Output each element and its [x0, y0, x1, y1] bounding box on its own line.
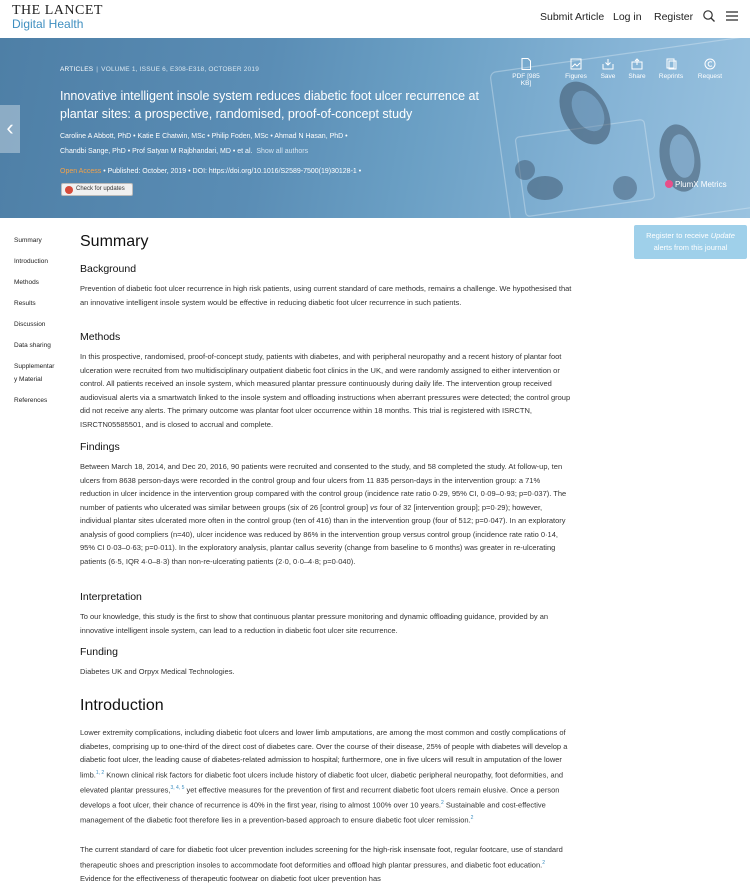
intro-p1-a: Lower extremity complications, including diabetic foot ulcers and lower limb amputations, are among the most common and costly complications of diabetes, comprising up to one-third of the direct cost of diabetes care. Over the course of their disease, 25% of people with diabetes will develop a diabetic foot ulcer, the leading cause of diabetes-related admission to hospital; furthermore, one in five ulcers will result in amputation of the lower limb.: [80, 728, 568, 779]
funding-text: Diabetes UK and Orpyx Medical Technologies.: [80, 667, 235, 676]
request-tool-label: Request: [697, 73, 723, 80]
intro-ref-2a[interactable]: 2: [441, 799, 444, 806]
article-title: Innovative intelligent insole system reduces diabetic foot ulcer recurrence at plantar sites: a prospective, randomised, proof-of-concept study: [60, 89, 479, 121]
intro-p1-d: Sustainable and cost-effective management of the diabetic foot therefore lies in a prevention-based approach to ensure diabetic foot ulcer remission.: [80, 800, 546, 824]
register-alerts-update: Update: [710, 231, 735, 240]
request-tool[interactable]: [692, 58, 728, 80]
submit-article-link[interactable]: Submit Article: [540, 11, 605, 23]
login-link[interactable]: Log in: [613, 11, 642, 23]
funding-heading: Funding: [80, 646, 118, 658]
save-icon: [602, 58, 614, 70]
register-link[interactable]: Register: [654, 11, 694, 23]
show-all-authors-link[interactable]: Show all authors: [256, 148, 309, 155]
sidenav-results[interactable]: Results: [14, 300, 36, 307]
journal-logo-line2[interactable]: Digital Health: [12, 17, 84, 31]
findings-text-a: Between March 18, 2014, and Dec 20, 2016, 90 patients were recruited and consented to the study, and 58 completed the study. At follow-up, ten ulcers from 8638 person-days were recorded in the control group and four ulcers from 11 835 person-days in the intervention group: a 71% reduction in ulcer incidence in the intervention group compared with the control group (incidence rate ratio 0·29, 95% CI, 0·09–0·93; p=0·037). The number of patients who ulcerated was similar between groups (six of 26 [control group]: [80, 462, 567, 512]
register-alerts-line2: alerts from this journal: [653, 243, 728, 252]
sidenav-supplementary-1[interactable]: Supplementar: [14, 363, 55, 370]
figures-icon: [570, 58, 582, 70]
findings-vs: vs: [370, 502, 378, 512]
sidenav-methods[interactable]: Methods: [14, 279, 39, 286]
article-breadcrumb: ARTICLES | VOLUME 1, ISSUE 6, E308-E318, OCTOBER 2019: [60, 66, 260, 73]
plumx-label: PlumX Metrics: [675, 180, 727, 189]
publication-meta: Open Access • Published: October, 2019 • DOI: https://doi.org/10.1016/S2589-7500(19)30128-1 •: [60, 168, 362, 175]
intro-p2-b: Evidence for the effectiveness of therapeutic footwear on diabetic foot ulcer prevention has: [80, 873, 381, 883]
sidenav-references[interactable]: References: [14, 397, 48, 404]
introduction-heading: Introduction: [80, 697, 164, 714]
doi-label: DOI:: [192, 168, 207, 175]
reprints-icon: [665, 58, 677, 70]
sidenav-discussion[interactable]: Discussion: [14, 321, 46, 328]
open-access-badge: Open Access: [60, 168, 102, 175]
intro-ref-2c[interactable]: 2: [542, 859, 546, 866]
plumx-metrics-link[interactable]: [665, 180, 727, 189]
findings-text: [80, 460, 572, 568]
intro-ref-1-2[interactable]: 1, 2: [95, 769, 105, 776]
background-text: Prevention of diabetic foot ulcer recurrence in high risk patients, using current standard of care methods, remains a challenge. We hypothesised that an innovative intelligent insole system would be effective in reducing diabetic foot ulcer recurrence in such patients.: [80, 284, 572, 307]
register-alerts-line1: [634, 230, 747, 242]
reprints-tool[interactable]: [653, 58, 689, 80]
register-alerts-text: Register to receive: [646, 231, 711, 240]
share-tool-label: Share: [628, 73, 646, 80]
intro-p1-c: yet effective measures for the prevention of first and recurrent diabetic foot ulcers remain elusive. Once a person develops a foot ulcer, their chance of recurrence is 40% in the first year, rising to almost 100% over 10 years.: [80, 785, 560, 809]
sidenav-introduction[interactable]: Introduction: [14, 258, 48, 265]
interpretation-heading: Interpretation: [80, 591, 142, 603]
volume-issue-label[interactable]: VOLUME 1, ISSUE 6, E308-E318, OCTOBER 2019: [101, 66, 260, 73]
figures-tool[interactable]: [558, 58, 594, 80]
intro-ref-3-5[interactable]: 3, 4, 5: [170, 784, 185, 791]
article-header-banner: [0, 38, 750, 218]
pdf-icon: [521, 58, 531, 70]
sidenav-data-sharing[interactable]: Data sharing: [14, 342, 51, 349]
section-navigation: [14, 236, 64, 417]
author-line-2-names[interactable]: Chandbi Sange, PhD • Prof Satyan M Rajbhandari, MD • et al.: [60, 148, 253, 155]
search-icon[interactable]: [702, 9, 716, 23]
check-for-updates-label: Check for updates: [76, 186, 125, 192]
top-navigation: [0, 0, 750, 38]
reprints-tool-label: Reprints: [658, 73, 684, 80]
crossmark-icon: [65, 186, 73, 194]
author-list: [60, 129, 400, 159]
findings-heading: Findings: [80, 441, 120, 453]
interpretation-text: To our knowledge, this study is the first to show that continuous plantar pressure monitoring and dynamic offloading guidance, provided by an innovative intelligent insole system, can lead to a reduction in diabetic foot ulcer site recurrence.: [80, 612, 549, 635]
section-label[interactable]: ARTICLES: [60, 66, 94, 73]
figures-tool-label: Figures: [565, 73, 587, 80]
author-line-2: [60, 144, 400, 159]
summary-heading: Summary: [80, 233, 149, 250]
pdf-tool[interactable]: [508, 58, 544, 87]
pdf-tool-label: PDF [985 KB]: [512, 73, 540, 87]
author-line-1[interactable]: Caroline A Abbott, PhD • Katie E Chatwin, MSc • Philip Foden, MSc • Ahmad N Hasan, PhD •: [60, 133, 348, 140]
sidenav-summary[interactable]: Summary: [14, 237, 42, 244]
share-tool[interactable]: [619, 58, 655, 80]
article-tools: [508, 58, 728, 88]
menu-icon[interactable]: [725, 9, 739, 23]
published-date: Published: October, 2019: [107, 168, 187, 175]
sidenav-supplementary-2[interactable]: y Material: [14, 376, 43, 383]
introduction-paragraph-2: [80, 843, 572, 883]
methods-heading: Methods: [80, 331, 121, 343]
copyright-icon: [704, 58, 716, 70]
intro-p1-b: Known clinical risk factors for diabetic foot ulcers include history of diabetic foot ulcer, diabetic peripheral neuropathy, foot deformities, and elevated plantar pressures,: [80, 770, 564, 794]
intro-ref-2b[interactable]: 2: [470, 814, 474, 821]
register-alerts-button[interactable]: [634, 225, 747, 259]
methods-text: In this prospective, randomised, proof-of-concept study, patients with diabetes, and with peripheral neuropathy and a recent history of plantar foot ulceration were recruited from two multidisciplinary outpatient diabetic foot clinics in the UK, and were randomly assigned to either intervention or control. All patients received an insole system, which measured plantar pressure continuously during daily life. The intervention group received audiovisual alerts via a smartwatch linked to the insole system and offloading instructions when aberrant pressures were detected; the control group did not receive any alerts. The primary outcome was plantar foot ulcer occurrence within 18 months. This trial is registered with ISRCTN, ISRCTN05585501, and is closed to accrual and complete.: [80, 352, 571, 429]
share-icon: [631, 58, 643, 70]
intro-p2-a: The current standard of care for diabetic foot ulcer prevention includes screening for the high-risk insensate foot, regular footcare, use of standard therapeutic shoes and prescription insoles to accommodate foot deformities and offload high plantar pressures, and diabetic foot education.: [80, 845, 563, 869]
doi-link[interactable]: https://doi.org/10.1016/S2589-7500(19)30128-1: [208, 168, 357, 175]
save-tool-label: Save: [600, 73, 616, 80]
plumx-icon: [665, 180, 673, 188]
previous-article-button[interactable]: ‹: [0, 105, 20, 153]
journal-logo-line1[interactable]: THE LANCET: [12, 3, 103, 18]
background-heading: Background: [80, 263, 137, 275]
introduction-paragraph-1: [80, 726, 572, 827]
check-for-updates-button[interactable]: [61, 183, 133, 196]
findings-text-b: four of 32 [intervention group]; p=0·29); however, individual plantar sites ulcerated more often in the control group (ten of 416) than in the intervention group (four of 512; p=0·047). In an exploratory analysis of good compliers (n=40), ulcer incidence was reduced by 86% in the intervention group versus control group (incidence rate ratio 0·14, 95% CI 0·03–0·63; p=0·011). In the exploratory analysis, plantar callus severity (change from baseline to 6 months) was greater in re-ulcerating patients (6·5, IQR 4·0–8·3) than non-re-ulcerating patients (2·0, 0·0–4·8; p=0·040).: [80, 502, 566, 566]
